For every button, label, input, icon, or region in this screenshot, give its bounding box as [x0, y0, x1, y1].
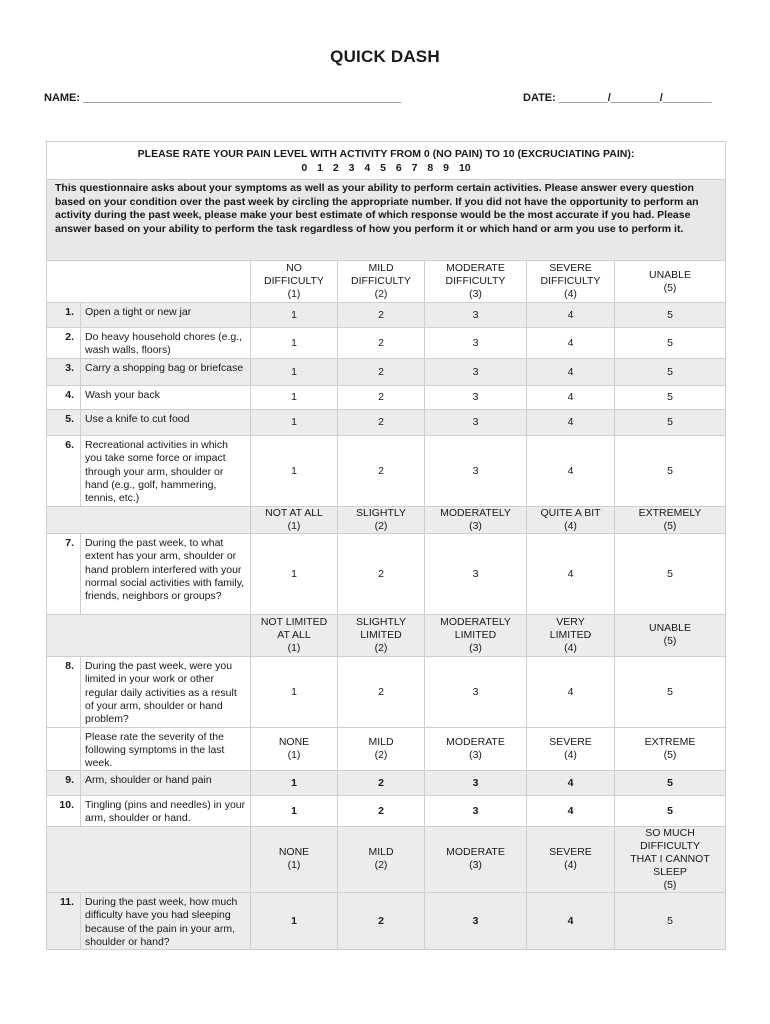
- header-col-3: MODERATE DIFFICULTY (3): [425, 261, 527, 303]
- score-option-4[interactable]: 4: [527, 328, 615, 359]
- form-title: QUICK DASH: [330, 47, 440, 66]
- header-col-3: MODERATE (3): [425, 727, 527, 770]
- question-row: [47, 770, 726, 795]
- score-option-5[interactable]: 5: [615, 795, 726, 826]
- score-option-2[interactable]: 2: [338, 795, 425, 826]
- question-number: 2.: [47, 328, 81, 359]
- score-option-4[interactable]: 4: [527, 533, 615, 614]
- header-col-4: SEVERE (4): [527, 727, 615, 770]
- score-option-4[interactable]: 4: [527, 409, 615, 435]
- question-text: During the past week, were you limited in your work or other regular daily activities as a result of your arm, shoulder or hand problem?: [81, 656, 251, 727]
- question-text: Use a knife to cut food: [81, 409, 251, 435]
- instructions-paragraph: This questionnaire asks about your symptoms as well as your ability to perform certain activities. Please answer every question based on your condition over the past week by circling the appropriate number. If you did not have the opportunity to perform an activity during the past week, please make your best estimate of which response would be the most accurate if you had. Please answer based on your ability to perform the task regardless of how you perform it or which hand or arm you use to perform it.: [47, 180, 726, 261]
- pain-scale[interactable]: 0 1 2 3 4 5 6 7 8 9 10: [301, 161, 471, 174]
- question-number: 5.: [47, 409, 81, 435]
- score-option-5[interactable]: 5: [615, 656, 726, 727]
- date-field[interactable]: [523, 92, 712, 104]
- question-text: Open a tight or new jar: [81, 303, 251, 328]
- score-option-4[interactable]: 4: [527, 656, 615, 727]
- score-option-4[interactable]: 4: [527, 795, 615, 826]
- score-option-5[interactable]: 5: [615, 303, 726, 328]
- score-option-5[interactable]: 5: [615, 435, 726, 506]
- header-col-5: UNABLE (5): [615, 261, 726, 303]
- score-option-1[interactable]: 1: [251, 795, 338, 826]
- header-col-2: MILD (2): [338, 727, 425, 770]
- score-option-1[interactable]: 1: [251, 892, 338, 950]
- header-col-2: SLIGHTLY LIMITED (2): [338, 614, 425, 656]
- score-option-4[interactable]: 4: [527, 303, 615, 328]
- score-option-2[interactable]: 2: [338, 409, 425, 435]
- score-option-1[interactable]: 1: [251, 358, 338, 385]
- score-option-3[interactable]: 3: [425, 328, 527, 359]
- score-option-4[interactable]: 4: [527, 385, 615, 409]
- header-col-1: NONE (1): [251, 826, 338, 892]
- score-option-5[interactable]: 5: [615, 409, 726, 435]
- score-option-1[interactable]: 1: [251, 409, 338, 435]
- header-col-1: NOT AT ALL (1): [251, 506, 338, 533]
- header-col-1: NONE (1): [251, 727, 338, 770]
- questionnaire-table: [46, 141, 726, 950]
- score-option-4[interactable]: 4: [527, 358, 615, 385]
- score-option-2[interactable]: 2: [338, 385, 425, 409]
- name-blank: ____________________________________________________: [83, 92, 402, 104]
- score-option-1[interactable]: 1: [251, 328, 338, 359]
- score-option-3[interactable]: 3: [425, 533, 527, 614]
- score-option-4[interactable]: 4: [527, 435, 615, 506]
- score-option-1[interactable]: 1: [251, 533, 338, 614]
- question-number: 4.: [47, 385, 81, 409]
- interference-header-row: [47, 506, 726, 533]
- question-row: [47, 385, 726, 409]
- header-col-4: QUITE A BIT (4): [527, 506, 615, 533]
- header-col-5: EXTREME (5): [615, 727, 726, 770]
- difficulty-header-row: [47, 261, 726, 303]
- limitation-header-row: [47, 614, 726, 656]
- score-option-3[interactable]: 3: [425, 795, 527, 826]
- score-option-1[interactable]: 1: [251, 303, 338, 328]
- header-col-1: NO DIFFICULTY (1): [251, 261, 338, 303]
- severity-instruction: Please rate the severity of the following symptoms in the last week.: [81, 727, 251, 770]
- question-text: Carry a shopping bag or briefcase: [81, 358, 251, 385]
- score-option-5[interactable]: 5: [615, 385, 726, 409]
- score-option-3[interactable]: 3: [425, 409, 527, 435]
- header-col-5: SO MUCH DIFFICULTY THAT I CANNOT SLEEP (5): [615, 826, 726, 892]
- date-label: DATE:: [523, 92, 556, 104]
- score-option-2[interactable]: 2: [338, 892, 425, 950]
- header-col-5: UNABLE (5): [615, 614, 726, 656]
- score-option-4[interactable]: 4: [527, 770, 615, 795]
- question-number: 6.: [47, 435, 81, 506]
- score-option-2[interactable]: 2: [338, 303, 425, 328]
- question-row: [47, 303, 726, 328]
- question-text: Arm, shoulder or hand pain: [81, 770, 251, 795]
- question-number: 10.: [47, 795, 81, 826]
- header-col-5: EXTREMELY (5): [615, 506, 726, 533]
- score-option-1[interactable]: 1: [251, 385, 338, 409]
- question-text: Do heavy household chores (e.g., wash walls, floors): [81, 328, 251, 359]
- pain-instruction: PLEASE RATE YOUR PAIN LEVEL WITH ACTIVITY FROM 0 (NO PAIN) TO 10 (EXCRUCIATING PAIN):: [137, 147, 635, 160]
- sleep-header-row: [47, 826, 726, 892]
- pain-rating-header: [47, 142, 726, 180]
- score-option-5[interactable]: 5: [615, 770, 726, 795]
- question-number: 7.: [47, 533, 81, 614]
- question-row: [47, 656, 726, 727]
- score-option-3[interactable]: 3: [425, 358, 527, 385]
- header-col-2: SLIGHTLY (2): [338, 506, 425, 533]
- question-text: Tingling (pins and needles) in your arm, shoulder or hand.: [81, 795, 251, 826]
- question-number: 8.: [47, 656, 81, 727]
- header-col-4: SEVERE DIFFICULTY (4): [527, 261, 615, 303]
- score-option-4[interactable]: 4: [527, 892, 615, 950]
- question-row: [47, 435, 726, 506]
- score-option-2[interactable]: 2: [338, 533, 425, 614]
- name-field[interactable]: [44, 92, 401, 104]
- question-number: 9.: [47, 770, 81, 795]
- score-option-1[interactable]: 1: [251, 770, 338, 795]
- score-option-3[interactable]: 3: [425, 656, 527, 727]
- score-option-1[interactable]: 1: [251, 435, 338, 506]
- score-option-2[interactable]: 2: [338, 435, 425, 506]
- header-col-2: MILD DIFFICULTY (2): [338, 261, 425, 303]
- score-option-3[interactable]: 3: [425, 303, 527, 328]
- question-text: During the past week, to what extent has your arm, shoulder or hand problem interfered with your normal social activities with family, friends, neighbors or groups?: [81, 533, 251, 614]
- score-option-3[interactable]: 3: [425, 892, 527, 950]
- score-option-3[interactable]: 3: [425, 435, 527, 506]
- date-blank: ________/________/________: [558, 92, 712, 104]
- header-col-3: MODERATE (3): [425, 826, 527, 892]
- question-row: [47, 533, 726, 614]
- score-option-2[interactable]: 2: [338, 656, 425, 727]
- header-col-1: NOT LIMITED AT ALL (1): [251, 614, 338, 656]
- question-text: During the past week, how much difficulty have you had sleeping because of the pain in your arm, shoulder or hand?: [81, 892, 251, 950]
- question-row: [47, 892, 726, 950]
- header-col-2: MILD (2): [338, 826, 425, 892]
- score-option-5[interactable]: 5: [615, 358, 726, 385]
- question-number: 1.: [47, 303, 81, 328]
- severity-header-row: [47, 727, 726, 770]
- header-col-3: MODERATELY (3): [425, 506, 527, 533]
- score-option-5[interactable]: 5: [615, 328, 726, 359]
- question-row: [47, 358, 726, 385]
- header-col-3: MODERATELY LIMITED (3): [425, 614, 527, 656]
- question-row: [47, 328, 726, 359]
- name-label: NAME:: [44, 92, 81, 104]
- header-col-4: SEVERE (4): [527, 826, 615, 892]
- score-option-3[interactable]: 3: [425, 385, 527, 409]
- question-row: [47, 409, 726, 435]
- question-text: Wash your back: [81, 385, 251, 409]
- score-option-5[interactable]: 5: [615, 892, 726, 950]
- score-option-2[interactable]: 2: [338, 328, 425, 359]
- question-text: Recreational activities in which you take some force or impact through your arm, shoulder or hand (e.g., golf, hammering, tennis, etc.): [81, 435, 251, 506]
- question-number: 3.: [47, 358, 81, 385]
- question-row: [47, 795, 726, 826]
- score-option-1[interactable]: 1: [251, 656, 338, 727]
- score-option-2[interactable]: 2: [338, 770, 425, 795]
- score-option-3[interactable]: 3: [425, 770, 527, 795]
- score-option-2[interactable]: 2: [338, 358, 425, 385]
- question-number: 11.: [47, 892, 81, 950]
- score-option-5[interactable]: 5: [615, 533, 726, 614]
- header-col-4: VERY LIMITED (4): [527, 614, 615, 656]
